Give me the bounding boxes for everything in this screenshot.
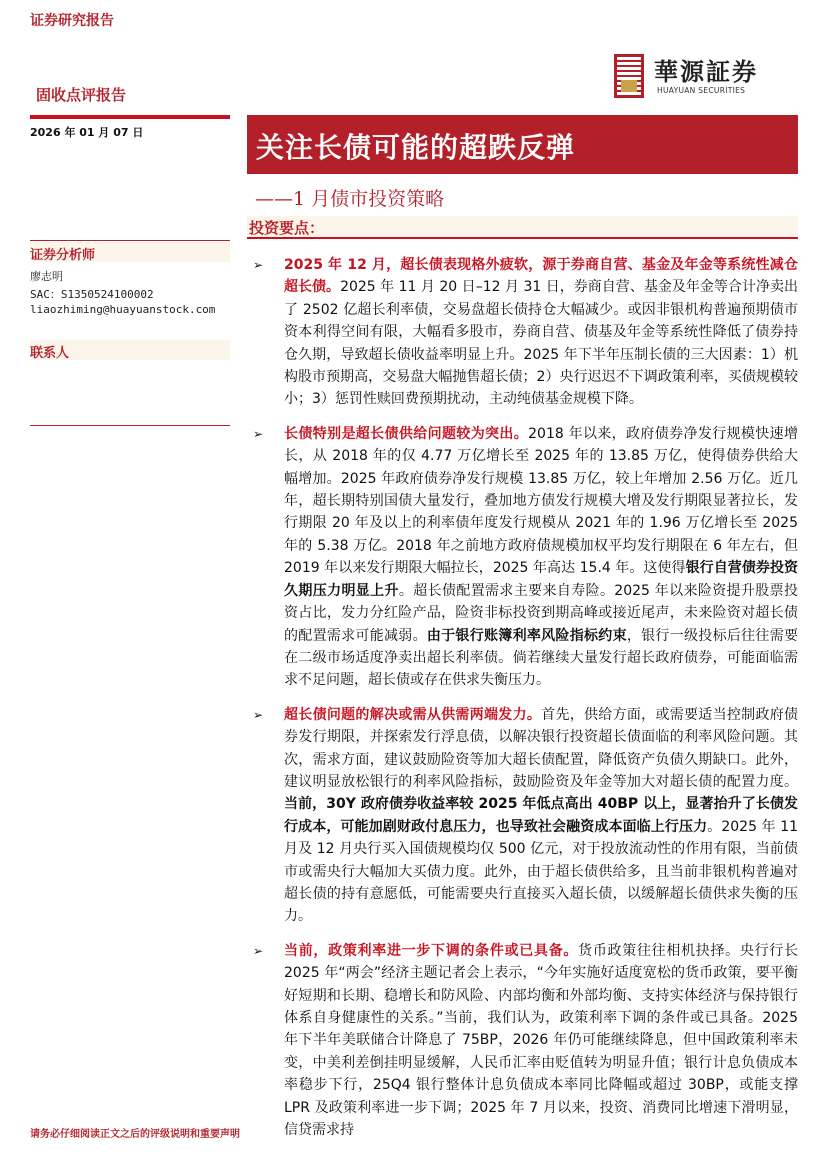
company-logo [614,52,790,98]
page-subtitle: ——1 月债市投资策略 [255,188,445,210]
body-text: 。2025 年 11 月及 12 月央行买入国债规模均仅 500 亿元，对于投放流动性的作用有限，当前债市或需央行大幅加大买债力度。此外，由于超长债供给多，且当前非银机构普遍对超长债的持有意愿低，可能需要央行直接买入超长债，以缓解超长债供求失衡的压力。 [284,818,799,925]
bullet-arrow-icon: ➢ [253,258,264,272]
analyst-name: 廖志明 [30,270,63,283]
bullet-arrow-icon: ➢ [253,707,264,722]
sidebar-divider [30,240,230,241]
contact-heading: 联系人 [30,346,70,361]
key-point-heading: 长债特别是超长债供给问题较为突出。 [284,425,529,442]
body-text: ，银行一级投标后往往需要在二级市场适度净卖出超长利率债。倘若继续大量发行超长政府债券，可能面临需求不足问题，超长债或存在供求失衡压力。 [284,627,799,689]
page-title: 关注长债可能的超跌反弹 [256,131,576,164]
analyst-email[interactable]: liaozhiming@huayuanstock.com [30,303,216,316]
report-date: 2026 年 01 月 07 日 [30,126,144,139]
key-point [253,254,798,411]
body-text: 货币政策往往相机抉择。央行行长 2025 年“两会”经济主题记者会上表示，“今年实施好适度宽松的货币政策，要平衡好短期和长期、稳增长和防风险、内部均衡和外部均衡、支持实体经济与保持银行体系自身健康性的关系。”当前，我们认为，政策利率下调的条件或已具备。2025 年下半年美联储合计降息了 75BP，2026 年仍可能继续降息，但中国政策利率未变，中美利差倒挂明显缓解，人民币汇率由贬值转为明显升值；银行计息负债成本率稳步下行，25Q4 银行整体计息负债成本率同比降幅或超过 30BP，或能支撑 LPR 及政策利率进一步下调；2025 年 7 月以来，投资、消费同比增速下滑明显，信贷需求持 [284,942,799,1139]
body-text: 2018 年以来，政府债券净发行规模快速增长，从 2018 年的仅 4.77 万亿增长至 2025 年的 13.85 万亿，使得债券供给大幅增加。2025 年政府债券净发行规模 13.85 万亿，较上年增加 2.56 万亿。近几年，超长期特别国债大量发行，叠加地方债发行规模大增及发行期限显著拉长，发行期限 20 年及以上的利率债年度发行规模从 2021 年的 1.96 万亿增长至 2025 年的 5.38 万亿。2018 年之前地方政府债规模加权平均发行期限在 6 年左右，但 2019 年以来发行期限大幅拉长，2025 年高达 15.4 年。这使得 [284,425,798,577]
contact-heading-bar [30,340,230,360]
logo-text-en: HUAYUAN SECURITIES [657,86,746,95]
header-divider [30,115,230,119]
key-points-header [247,216,798,239]
key-point-heading: 当前，政策利率进一步下调的条件或已具备。 [284,942,579,959]
analyst-sac: SAC：S1350524100002 [30,288,154,301]
key-point [253,940,798,1142]
key-points-label: 投资要点： [249,219,325,237]
key-points-list [253,254,798,1153]
bullet-arrow-icon: ➢ [253,426,264,441]
key-point-heading: 超长债问题的解决或需从供需两端发力。 [284,706,542,723]
report-category: 证券研究报告 [30,13,114,29]
body-text: 2025 年 11 月 20 日–12 月 31 日，券商自营、基金及年金等合计净卖出了 2502 亿超长利率债，交易盘超长债持仓大幅减少。或因非银机构普遍预期债市资本利得空间有限，大幅看多股市，券商自营、债基及年金等系统性降低了债券持仓久期，导致超长债收益率明显上升。2025 年下半年压制长债的三大因素：1）机构股市预期高，交易盘大幅抛售超长债；2）央行迟迟不下调政策利率，买债规模较小；3）惩罚性赎回费预期扰动，主动纯债基金规模下降。 [284,279,798,408]
emphasis-text: 当前，30Y 政府债券收益率较 2025 年低点高出 40BP 以上，显著抬升了长债发行成本，可能加剧财政付息压力，也导致社会融资成本面临上行压力 [284,796,798,835]
key-point [253,423,798,692]
bullet-arrow-icon: ➢ [253,943,264,958]
title-banner [247,115,798,174]
disclaimer-footer: 请务必仔细阅读正文之后的评级说明和重要声明 [30,1129,240,1140]
key-point [253,704,798,928]
key-point-heading: 2025 年 12 月，超长债表现格外疲软，源于券商自营、基金及年金等系统性减仓超长债。 [284,257,798,296]
sidebar-divider [30,425,230,426]
emphasis-text: 由于银行账簿利率风险指标约束 [426,627,627,644]
analyst-heading: 证券分析师 [30,248,96,263]
logo-text-cn: 華源証券 [654,57,758,86]
body-text: 首先，供给方面，或需要适当控制政府债券发行期限，并探索发行浮息债，以解决银行投资超长债面临的利率风险问题。其次，需求方面，建议鼓励险资等加大超长债配置，降低资产负债久期缺口。此外，建议明显放松银行的利率风险指标，鼓励险资及年金等加大对超长债的配置力度。 [284,706,799,790]
analyst-heading-bar [30,242,230,262]
report-type: 固收点评报告 [36,86,127,104]
body-text: 。超长债配置需求主要来自寿险。2025 年以来险资提升股票投资占比，发力分红险产品，险资非标投资到期高峰或接近尾声，未来险资对超长债的配置需求可能减弱。 [284,582,798,644]
logo-emblem-icon [614,54,644,98]
emphasis-text: 银行自营债券投资久期压力明显上升 [284,560,799,599]
